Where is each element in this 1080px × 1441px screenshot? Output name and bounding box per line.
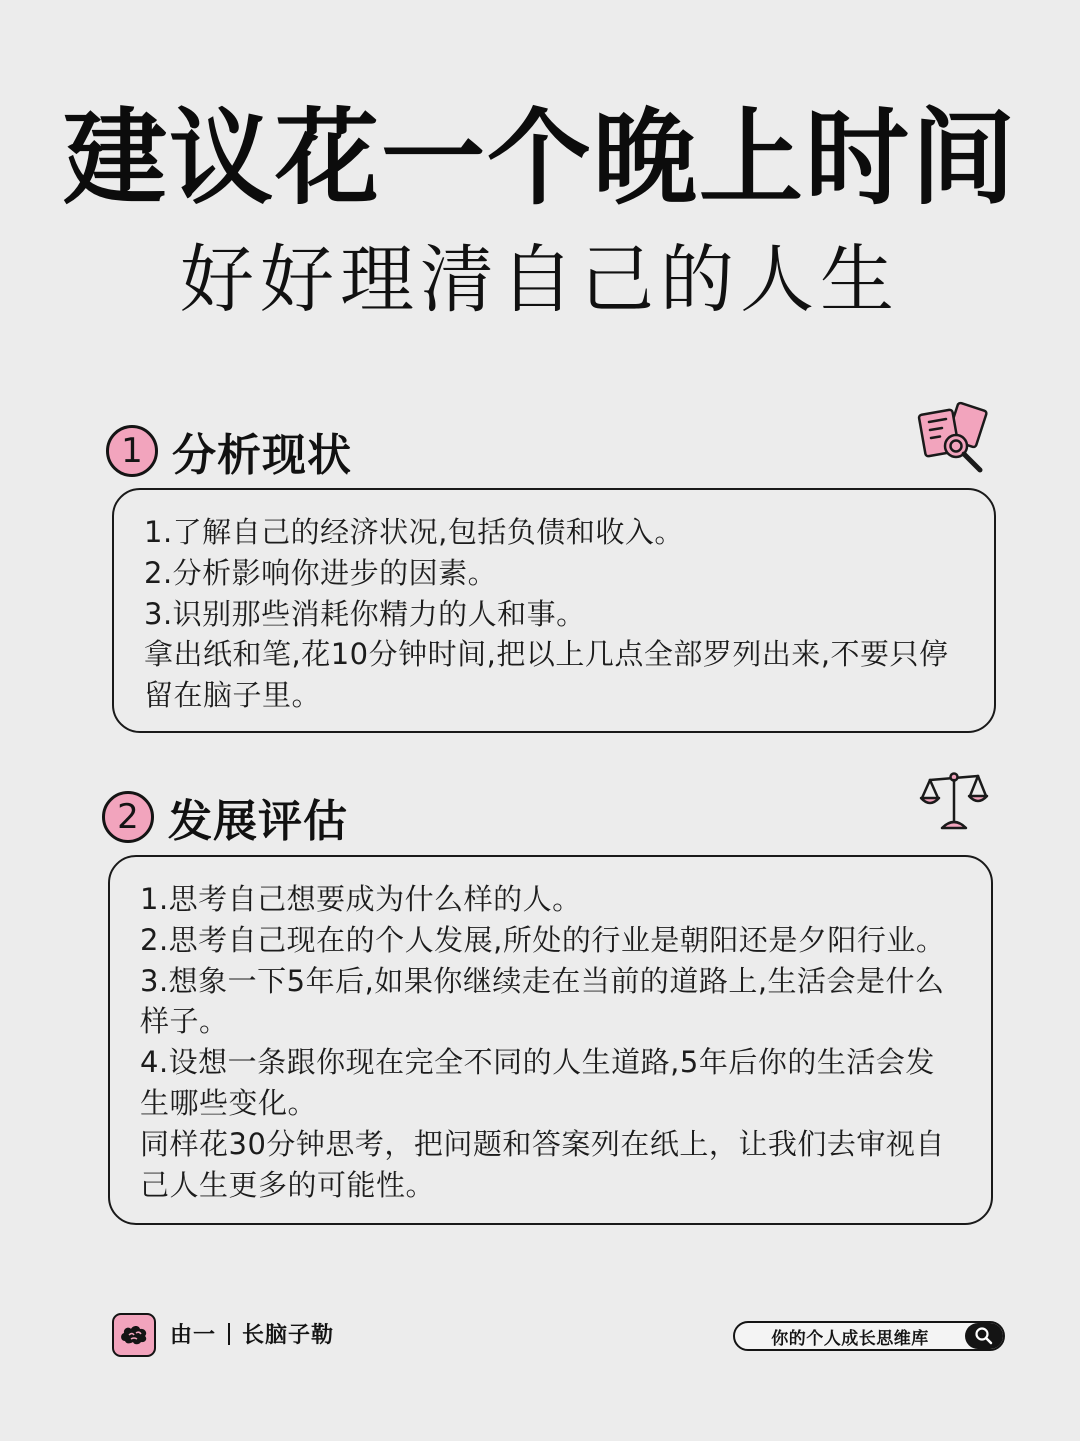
section-2-card xyxy=(108,855,993,1225)
search-button[interactable] xyxy=(965,1323,1003,1349)
footer-brand-right: 长脑子勒 xyxy=(242,1323,335,1348)
footer-brand-left: 由一 xyxy=(170,1323,217,1348)
brain-icon xyxy=(119,1323,149,1347)
section-1-line: 3.识别那些消耗你精力的人和事。 xyxy=(144,596,586,631)
search-icon xyxy=(974,1326,994,1346)
section-1-title: 分析现状 xyxy=(172,430,352,481)
section-2-line: 3.想象一下5年后,如果你继续走在当前的道路上,生活会是什么样子。 xyxy=(140,963,945,1039)
section-1-line: 拿出纸和笔,花10分钟时间,把以上几点全部罗列出来,不要只停留在脑子里。 xyxy=(144,637,949,713)
brand-logo xyxy=(112,1313,156,1357)
page-subtitle: 好好理清自己的人生 xyxy=(180,237,900,323)
page-title: 建议花一个晚上时间 xyxy=(62,97,1017,219)
section-1-card xyxy=(112,488,996,733)
section-2-number-badge: 2 xyxy=(102,791,154,843)
footer-brand xyxy=(170,1318,334,1349)
section-1-header xyxy=(106,419,352,483)
section-1-number-badge: 1 xyxy=(106,425,158,477)
documents-magnifier-icon xyxy=(916,400,992,476)
section-2-line: 同样花30分钟思考，把问题和答案列在纸上，让我们去审视自己人生更多的可能性。 xyxy=(140,1126,945,1202)
section-2-header xyxy=(102,785,348,849)
section-1-line: 2.分析影响你进步的因素。 xyxy=(144,555,498,590)
footer-divider xyxy=(228,1323,230,1345)
section-1-line: 1.了解自己的经济状况,包括负债和收入。 xyxy=(144,515,684,549)
search-bar[interactable] xyxy=(733,1321,1005,1351)
search-text: 你的个人成长思维库 xyxy=(771,1328,929,1349)
section-2-line: 1.思考自己想要成为什么样的人。 xyxy=(140,882,582,916)
balance-scale-icon xyxy=(918,766,990,834)
section-2-title: 发展评估 xyxy=(168,796,348,847)
section-2-line: 2.思考自己现在的个人发展,所处的行业是朝阳还是夕阳行业。 xyxy=(140,922,946,957)
section-2-line: 4.设想一条跟你现在完全不同的人生道路,5年后你的生活会发生哪些变化。 xyxy=(140,1045,935,1120)
